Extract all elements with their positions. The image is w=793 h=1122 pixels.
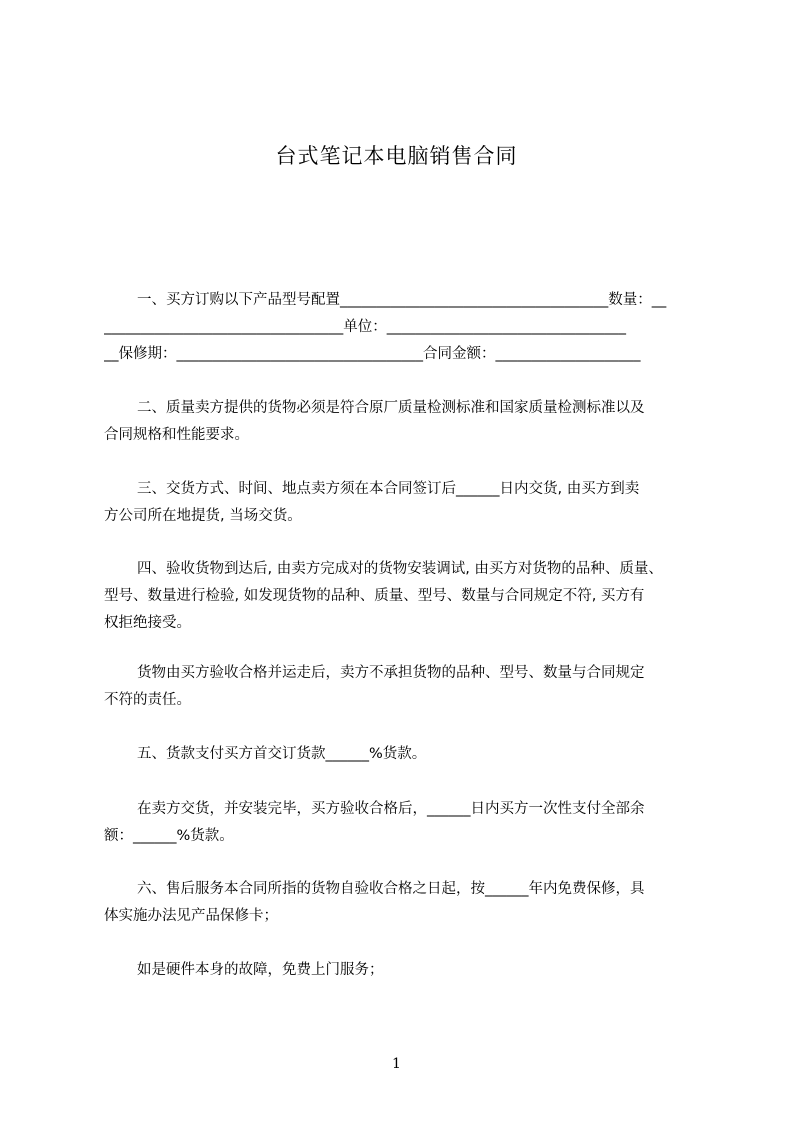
clause-4 <box>104 556 704 637</box>
clause-4b-line-1: 货物由买方验收合格并运走后，卖方不承担货物的品种、型号、数量与合同规定 <box>137 665 645 681</box>
clause-4-line-3: 权拒绝接受。 <box>104 615 191 631</box>
clause-3-line-1: 三、交货方式、时间、地点卖方须在本合同签订后______日内交货, 由买方到卖 <box>137 481 640 497</box>
clause-6-continued <box>104 957 704 984</box>
clause-2-line-1: 二、质量卖方提供的货物必须是符合原厂质量检测标准和国家质量检测标准以及 <box>137 400 645 416</box>
page-number: 1 <box>392 1056 401 1072</box>
clause-6-line-2: 体实施办法见产品保修卡； <box>104 908 278 924</box>
clause-3 <box>104 476 704 530</box>
clause-1-line-3: __保修期：__________________________________合同金额：____________________ <box>104 346 641 362</box>
clause-3-line-2: 方公司所在地提货, 当场交货。 <box>104 508 302 524</box>
clause-6b-line-1: 如是硬件本身的故障，免费上门服务； <box>137 962 384 978</box>
clause-4b-line-2: 不符的责任。 <box>104 692 191 708</box>
clause-2 <box>104 395 704 449</box>
clause-5-continued <box>104 796 704 850</box>
clause-4-continued <box>104 660 704 714</box>
clause-4-line-2: 型号、数量进行检验, 如发现货物的品种、质量、型号、数量与合同规定不符, 买方有 <box>104 588 645 604</box>
clause-5 <box>104 741 704 768</box>
document-title: 台式笔记本电脑销售合同 <box>275 144 518 168</box>
clause-5b-line-2: 额：______%货款。 <box>104 828 234 844</box>
clause-1 <box>104 287 704 368</box>
clause-6 <box>104 876 704 930</box>
clause-1-line-1: 一、买方订购以下产品型号配置_____________________________________数量：__ <box>137 292 667 308</box>
clause-5b-line-1: 在卖方交货，并安装完毕，买方验收合格后，______日内买方一次性支付全部余 <box>137 801 645 817</box>
clause-2-line-2: 合同规格和性能要求。 <box>104 427 249 443</box>
clause-6-line-1: 六、售后服务本合同所指的货物自验收合格之日起，按______年内免费保修，具 <box>137 881 645 897</box>
clause-1-line-2: _________________________________单位：_________________________________ <box>104 319 626 335</box>
clause-5-line-1: 五、货款支付买方首交订货款______%货款。 <box>137 746 427 762</box>
clause-4-line-1: 四、验收货物到达后, 由卖方完成对的货物安装调试, 由买方对货物的品种、质量、 <box>137 561 663 577</box>
